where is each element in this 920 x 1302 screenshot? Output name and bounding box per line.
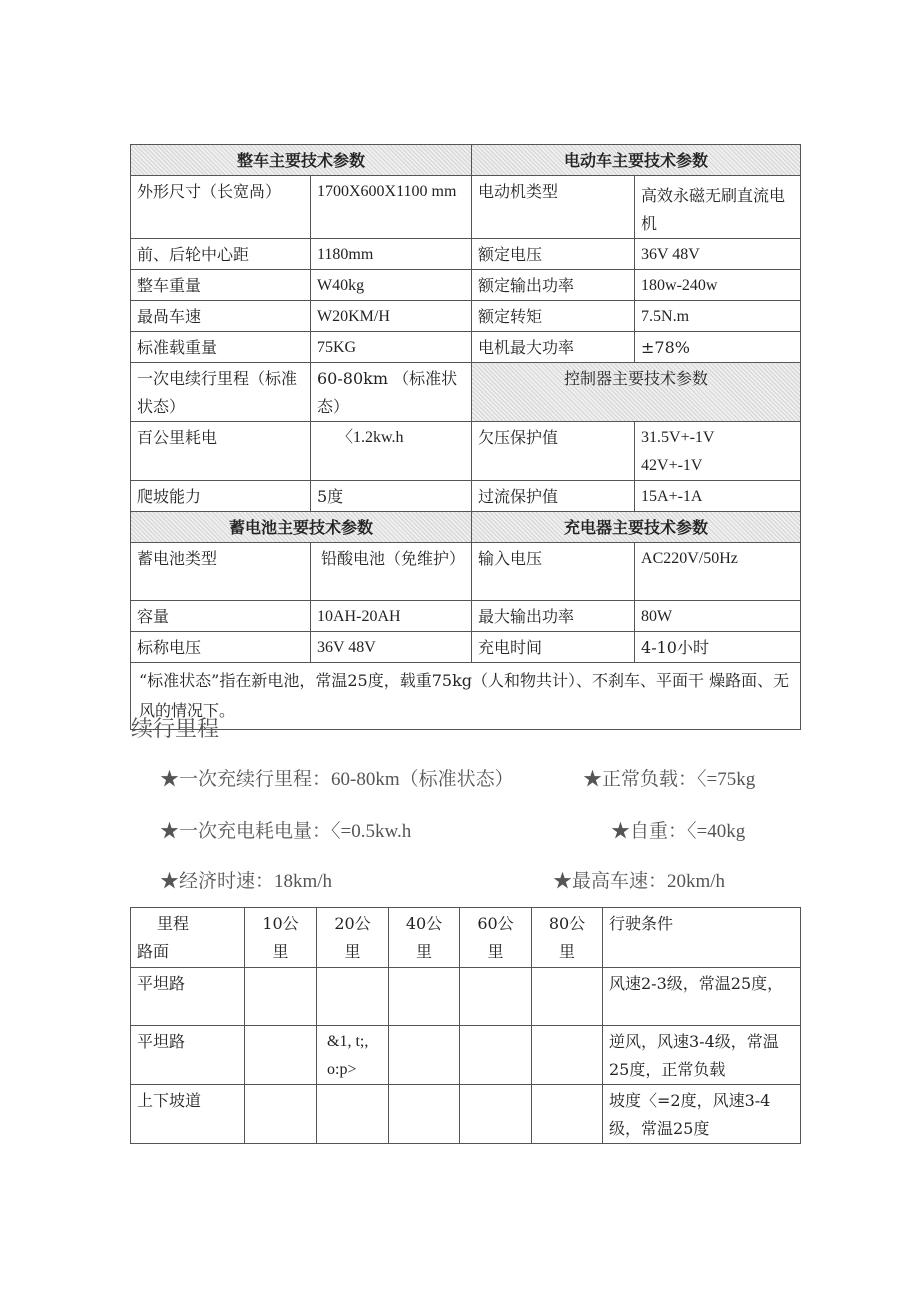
undervoltage-value: [635, 422, 801, 481]
wheelbase-label: 前、后轮中心距: [131, 239, 311, 270]
col-header-60km: 60公 里: [460, 908, 532, 968]
table-cell: [460, 1085, 532, 1144]
table-cell: [317, 1085, 389, 1144]
col-header-20km: 20公 里: [317, 908, 389, 968]
table-row-condition: 逆风，风速3-4级，常温25度，正常负载: [603, 1026, 801, 1085]
overcurrent-value: 15A+-1A: [635, 481, 801, 512]
highlight-economic-speed: ★经济时速：18km/h: [160, 871, 333, 892]
table-cell: [317, 968, 389, 1026]
charge-time-value: 4-10小时: [635, 632, 801, 663]
max-speed-value: W20KM/H: [311, 301, 472, 332]
table-cell: [532, 1026, 603, 1085]
charger-params-header: 充电器主要技术参数: [472, 512, 801, 543]
rated-torque-value: 7.5N.m: [635, 301, 801, 332]
range-per-charge-value: 60-80km （标准状态）: [311, 363, 472, 422]
charge-time-label: 充电时间: [472, 632, 635, 663]
vehicle-weight-label: 整车重量: [131, 270, 311, 301]
col-header-80km: 80公 里: [532, 908, 603, 968]
standard-load-value: 75KG: [311, 332, 472, 363]
max-speed-label: 最咼车速: [131, 301, 311, 332]
battery-params-header: 蓄电池主要技术参数: [131, 512, 472, 543]
table-row-road: 平坦路: [131, 1026, 245, 1085]
corner-header: [131, 908, 245, 968]
motor-type-value: 高效永磁无刷直流电机: [635, 176, 801, 239]
table-cell: [389, 1026, 460, 1085]
table-cell: [532, 1085, 603, 1144]
consumption-value: 〈1.2kw.h: [311, 422, 472, 481]
consumption-label: 百公里耗电: [131, 422, 311, 481]
table-cell: [245, 1026, 317, 1085]
section-title: 续行里程: [131, 717, 220, 742]
undervoltage-value-48v: 42V+-1V: [641, 457, 703, 474]
rated-power-value: 180w-240w: [635, 270, 801, 301]
wheelbase-value: 1180mm: [311, 239, 472, 270]
table-cell: [245, 968, 317, 1026]
table-cell: &1, t;, o:p>: [317, 1026, 389, 1085]
table-cell: [532, 968, 603, 1026]
climbing-label: 爬坡能力: [131, 481, 311, 512]
table-cell: [389, 1085, 460, 1144]
highlight-range: ★一次充续行里程：60-80km（标准状态）: [160, 769, 514, 790]
col-header-10km: 10公 里: [245, 908, 317, 968]
corner-road: 路面: [137, 942, 170, 961]
input-voltage-label: 输入电压: [472, 543, 635, 601]
motor-type-label: 电动机类型: [472, 176, 635, 239]
vehicle-weight-value: W40kg: [311, 270, 472, 301]
motor-params-header: 电动车主要技术参数: [472, 145, 801, 176]
rated-voltage-value: 36V 48V: [635, 239, 801, 270]
condition-header: 行驶条件: [603, 908, 801, 968]
table-row-condition: 坡度〈=2度，风速3-4级，常温25度: [603, 1085, 801, 1144]
table-cell: [245, 1085, 317, 1144]
highlight-weight: ★自重：〈=40kg: [611, 821, 746, 842]
table-cell: [389, 968, 460, 1026]
nominal-voltage-value: 36V 48V: [311, 632, 472, 663]
battery-type-label: 蓄电池类型: [131, 543, 311, 601]
max-output-power-label: 最大输出功率: [472, 601, 635, 632]
range-table: [130, 907, 801, 1144]
climbing-value: 5度: [311, 481, 472, 512]
highlight-consumption: ★一次充电耗电量：〈=0.5kw.h: [160, 821, 412, 842]
max-output-power-value: 80W: [635, 601, 801, 632]
undervoltage-value-36v: 31.5V+-1V: [641, 429, 715, 446]
table-cell: [460, 1026, 532, 1085]
capacity-label: 容量: [131, 601, 311, 632]
rated-voltage-label: 额定电压: [472, 239, 635, 270]
motor-max-power-label: 电机最大功率: [472, 332, 635, 363]
table-row-road: 平坦路: [131, 968, 245, 1026]
undervoltage-label: 欠压保护值: [472, 422, 635, 481]
rated-power-label: 额定输出功率: [472, 270, 635, 301]
battery-type-value: 铅酸电池（免维护）: [311, 543, 472, 601]
input-voltage-value: AC220V/50Hz: [635, 543, 801, 601]
standard-state-note: “标准状态”指在新电池，常温25度，载重75kg（人和物共计）、不刹车、平面干 燥路面、无风的情况下。: [131, 663, 801, 730]
dimension-label: 外形尺寸（长宽咼）: [131, 176, 311, 239]
spec-table: [130, 144, 801, 730]
col-header-40km: 40公 里: [389, 908, 460, 968]
overcurrent-label: 过流保护值: [472, 481, 635, 512]
table-row-condition: 风速2-3级，常温25度，: [603, 968, 801, 1026]
table-cell: [460, 968, 532, 1026]
highlight-max-speed: ★最高车速：20km/h: [553, 871, 726, 892]
nominal-voltage-label: 标称电压: [131, 632, 311, 663]
range-per-charge-label: 一次电续行里程（标准状态）: [131, 363, 311, 422]
dimension-value: 1700X600X1100 mm: [311, 176, 472, 239]
highlight-load: ★正常负载：〈=75kg: [583, 769, 756, 790]
rated-torque-label: 额定转矩: [472, 301, 635, 332]
corner-mileage: 里程: [157, 914, 190, 933]
vehicle-params-header: 整车主要技术参数: [131, 145, 472, 176]
motor-max-power-value: ±78%: [635, 332, 801, 363]
table-row-road: 上下坡道: [131, 1085, 245, 1144]
controller-params-header: 控制器主要技术参数: [472, 363, 801, 422]
standard-load-label: 标准载重量: [131, 332, 311, 363]
capacity-value: 10AH-20AH: [311, 601, 472, 632]
